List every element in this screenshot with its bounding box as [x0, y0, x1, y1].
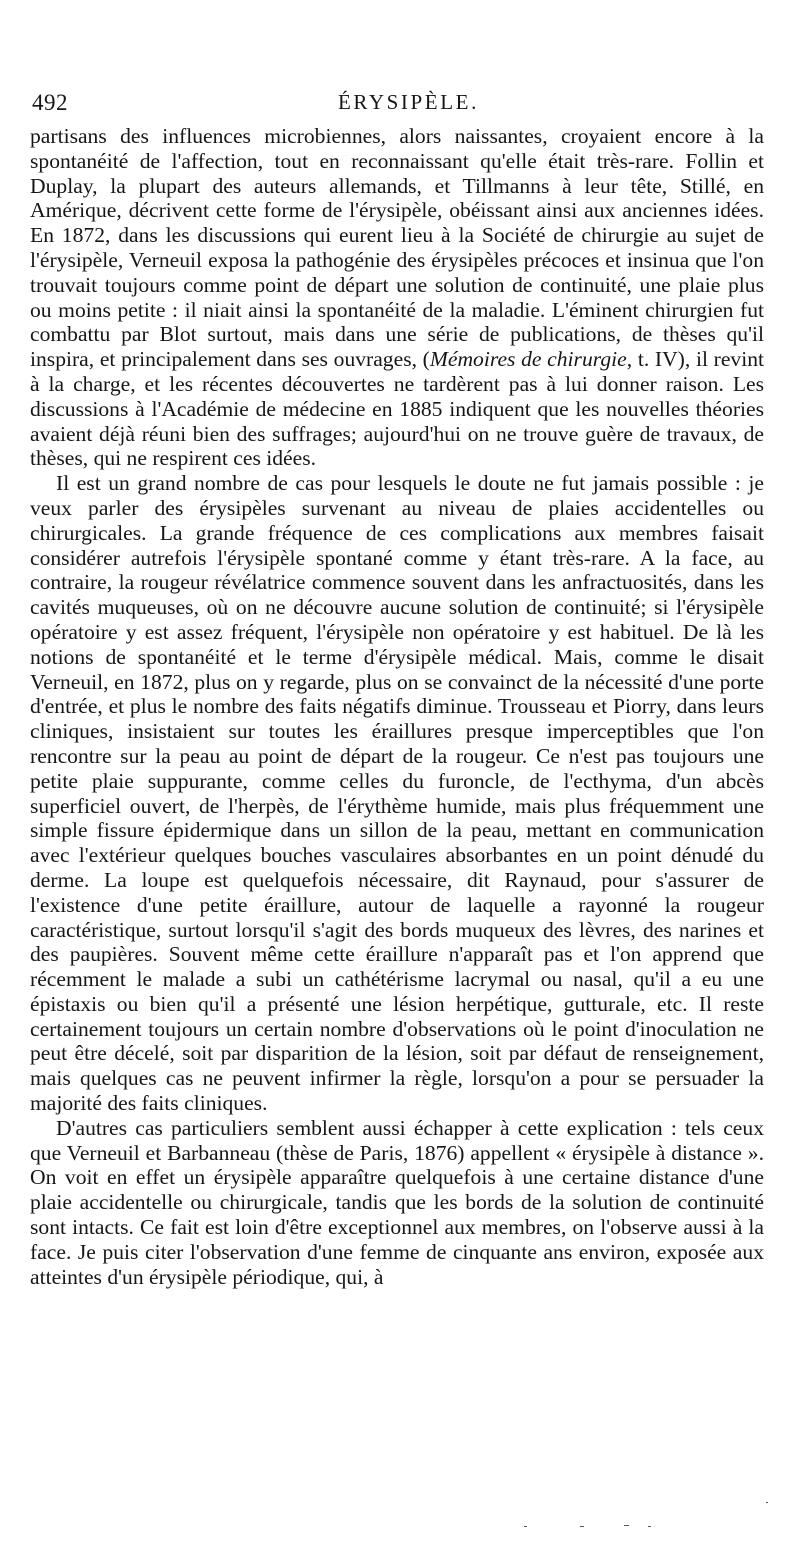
body-text [30, 124, 764, 1289]
paragraph-1 [30, 124, 764, 471]
book-page [30, 88, 764, 1289]
print-specks [520, 1510, 680, 1540]
page-number: 492 [32, 90, 68, 115]
paragraph-3: D'autres cas particuliers semblent aussi échapper à cette explication : tels ceux que Verneuil et Barbanneau (thèse de Paris, 1876) appellent « érysipèle à distance ». On voit en effet un érysipèle apparaître quelquefois à une certaine distance d'une plaie accidentelle ou chirurgicale, tandis que les bords de la solution de continuité sont intacts. Ce fait est loin d'être exceptionnel aux membres, on l'observe aussi à la face. Je puis citer l'observation d'une femme de cinquante ans environ, exposée aux atteintes d'un érysipèle périodique, qui, à [30, 1115, 764, 1289]
paragraph-1-text-after: , t. IV), il revint à la charge, et les récentes découvertes ne tardèrent pas à lui donner raison. Les discussions à l'Académie de médecine en 1885 indiquent que les nouvelles théories avaient déjà réuni bien des suffrages; aujourd'hui on ne trouve guère de travaux, de thèses, qui ne respirent ces idées. [30, 347, 764, 471]
running-title: ÉRYSIPÈLE. [338, 90, 479, 114]
paragraph-2: Il est un grand nombre de cas pour lesquels le doute ne fut jamais possible : je veux parler des érysipèles survenant au niveau de plaies accidentelles ou chirurgicales. La grande fréquence de ces complications aux membres faisait considérer autrefois l'érysipèle spontané comme y étant très-rare. A la face, au contraire, la rougeur révélatrice commence souvent dans les anfractuosités, dans les cavités muqueuses, où on ne découvre aucune solution de continuité; si l'érysipèle opératoire y est assez fréquent, l'érysipèle non opératoire y est habituel. De là les notions de spontanéité et le terme d'érysipèle médical. Mais, comme le disait Verneuil, en 1872, plus on y regarde, plus on se convainct de la nécessité d'une porte d'entrée, et plus le nombre des faits négatifs diminue. Trousseau et Piorry, dans leurs cliniques, insistaient sur toutes les éraillures presque imperceptibles que l'on rencontre sur la peau au point de départ de la rougeur. Ce n'est pas toujours une petite plaie suppurante, comme celles du furoncle, de l'ecthyma, d'un abcès superficiel ouvert, de l'herpès, de l'érythème humide, mais plus fréquemment une simple fissure épidermique dans un sillon de la peau, mettant en communication avec l'extérieur quelques bouches vasculaires absorbantes en un point dénudé du derme. La loupe est quelquefois nécessaire, dit Raynaud, pour s'assurer de l'existence d'une petite éraillure, autour de laquelle a rayonné la rougeur caractéristique, surtout lorsqu'il s'agit des bords muqueux des lèvres, des narines et des paupières. Souvent même cette éraillure n'apparaît pas et l'on apprend que récemment le malade a subi un cathétérisme lacrymal ou nasal, qu'il a eu une épistaxis ou bien qu'il a présenté une lésion herpétique, gutturale, etc. Il reste certainement toujours un certain nombre d'observations où le point d'inoculation ne peut être décelé, soit par disparition de la lésion, soit par défaut de renseignement, mais quelques cas ne peuvent infirmer la règle, lorsqu'on a pour se persuader la majorité des faits cliniques. [30, 471, 764, 1116]
reference-title: Mémoires de chirurgie [429, 347, 627, 372]
paragraph-1-text-before: partisans des influences microbiennes, alors naissantes, croyaient encore à la spontanéité de l'affection, tout en reconnaissant qu'elle était très-rare. Follin et Duplay, la plupart des auteurs allemands, et Tillmanns à leur tête, Stillé, en Amérique, décrivent cette forme de l'érysipèle, obéissant ainsi aux anciennes idées. En 1872, dans les discussions qui eurent lieu à la Société de chirurgie au sujet de l'érysipèle, Verneuil exposa la pathogénie des érysipèles précoces et insinua que l'on trouvait toujours comme point de départ une solution de continuité, une plaie plus ou moins petite : il niait ainsi la spontanéité de la maladie. L'éminent chirurgien fut combattu par Blot surtout, mais dans une série de publications, de thèses qu'il inspira, et principalement dans ses ouvrages, ( [30, 124, 764, 372]
page-header [30, 88, 764, 124]
